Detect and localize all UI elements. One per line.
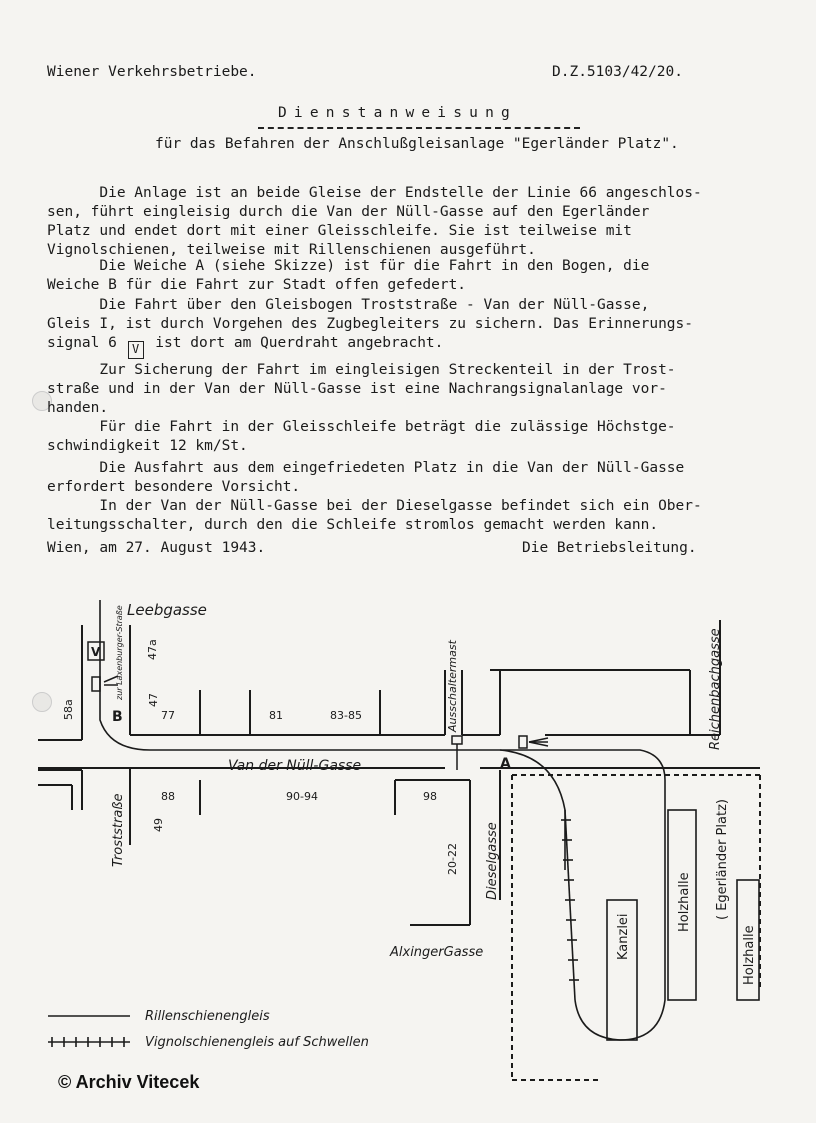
street-reichenbachgasse: Reichenbachgasse (708, 628, 723, 750)
street-alxingergasse: AlxingerGasse (390, 945, 484, 960)
paragraph-2: Die Weiche A (siehe Skizze) ist für die Fahrt in den Bogen, die Weiche B für die Fahrt zur Stadt offen gefedert. (47, 258, 650, 293)
signature: Die Betriebsleitung. (522, 540, 697, 556)
legend-rillen-label: Rillenschienengleis (145, 1009, 270, 1024)
switch-b-label: B (112, 709, 123, 725)
street-dieselgasse: Dieselgasse (485, 822, 500, 900)
paragraph-5: Für die Fahrt in der Gleisschleife beträgt die zulässige Höchstge- schwindigkeit 12 km/St. (47, 419, 676, 454)
house-number: 49 (152, 818, 165, 832)
egerlaender-platz-label: ( Egerländer Platz) (715, 799, 730, 920)
street-leebgasse: Leebgasse (127, 601, 207, 619)
house-number: 20-22 (446, 843, 459, 875)
place-date: Wien, am 27. August 1943. (47, 540, 266, 556)
kanzlei-label: Kanzlei (616, 913, 631, 960)
paragraph-1: Die Anlage ist an beide Gleise der Endstelle der Linie 66 angeschlos- sen, führt eingleisig durch die Van der Nüll-Gasse auf den Egerländer Platz und endet dort mit einer Gleisschleife. Sie ist teilweise mit Vignolschienen, teilweise mit Rillenschienen ausgeführt. (47, 185, 702, 258)
house-number: 77 (161, 709, 175, 722)
legend-vignol-line (48, 1037, 130, 1047)
switch-a-label: A (500, 756, 511, 772)
house-number: 58a (62, 699, 75, 720)
street-zur-laxenburger: zur Laxenburger-Straße (115, 605, 124, 700)
title-underline (258, 127, 580, 129)
document-title: Dienstanweisung (278, 105, 517, 121)
street-van-der-null-gasse: Van der Nüll-Gasse (228, 758, 362, 774)
house-number: 90-94 (286, 790, 318, 803)
house-number: 81 (269, 709, 283, 722)
paragraph-4: Zur Sicherung der Fahrt im eingleisigen Streckenteil in der Trost- straße und in der Van der Nüll-Gasse ist eine Nachrangsignalanlage vor- handen. (47, 362, 676, 416)
paragraph-7: In der Van der Nüll-Gasse bei der Dieselgasse befindet sich ein Ober- leitungsschalter, durch den die Schleife stromlos gemacht werden kann. (47, 498, 702, 533)
house-number: 83-85 (330, 709, 362, 722)
house-number: 88 (161, 790, 175, 803)
paragraph-6: Die Ausfahrt aus dem eingefriedeten Platz in die Van der Nüll-Gasse erfordert besondere Vorsicht. (47, 460, 685, 495)
holzhalle-label-1: Holzhalle (677, 872, 692, 932)
signal-v-symbol: V (128, 341, 144, 359)
track-sketch (0, 570, 816, 1123)
legend-vignol-label: Vignolschienengleis auf Schwellen (145, 1035, 369, 1050)
house-number: 98 (423, 790, 437, 803)
street-troststrasse: Troststraße (111, 793, 126, 867)
holzhalle-label-2: Holzhalle (742, 925, 757, 985)
paragraph-3-end: ist dort am Querdraht angebracht. (146, 335, 444, 351)
signal-v-label: V (91, 645, 101, 659)
house-number: 47a (146, 639, 159, 660)
house-number: 47 (147, 693, 160, 707)
copyright-watermark: © Archiv Vitecek (58, 1072, 200, 1092)
document-subtitle: für das Befahren der Anschlußgleisanlage "Egerländer Platz". (155, 136, 679, 152)
paragraph-3-text: Die Fahrt über den Gleisbogen Troststraße - Van der Nüll-Gasse, Gleis I, ist durch Vorgehen des Zugbegleiters zu sichern. Das Erinnerungs- signal 6 (47, 297, 694, 351)
document-reference: D.Z.5103/42/20. (552, 64, 683, 80)
organization-name: Wiener Verkehrsbetriebe. (47, 64, 257, 80)
paragraph-3 (47, 296, 767, 355)
ausschaltermast-label: Ausschaltermast (446, 640, 459, 732)
